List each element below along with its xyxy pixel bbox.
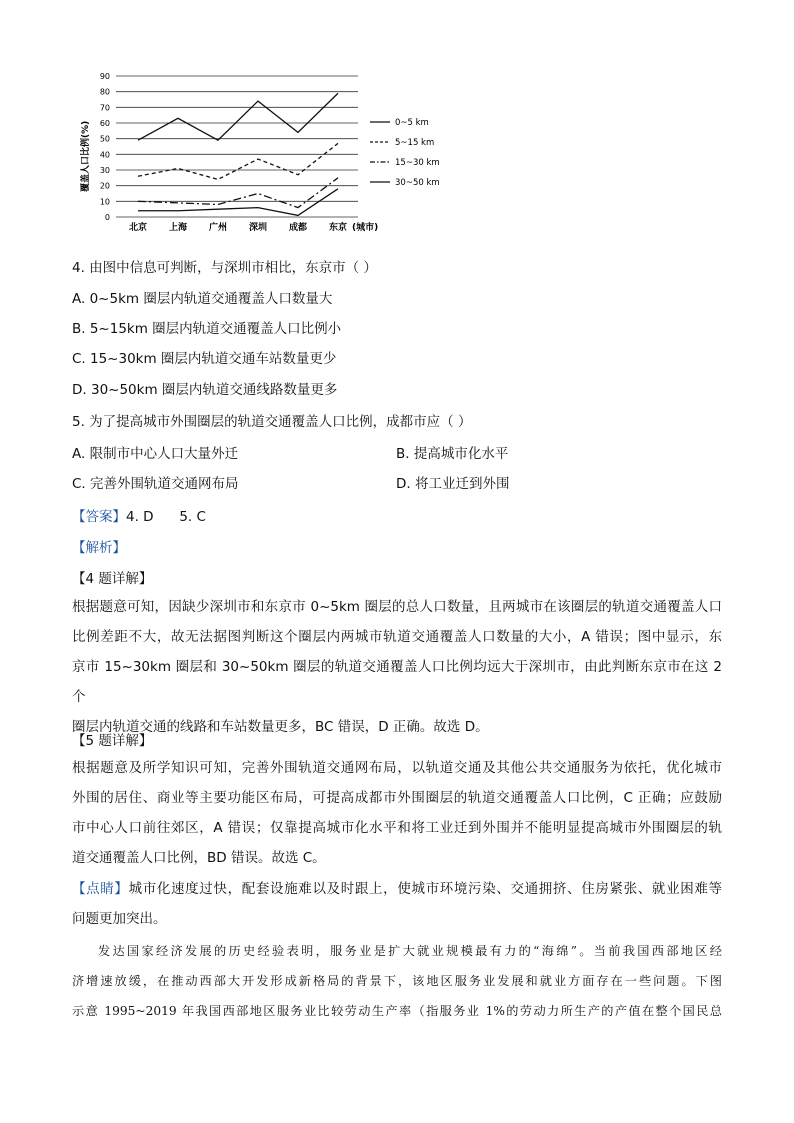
y-tick-label: 60 <box>99 119 110 128</box>
detail5-paragraph <box>72 753 722 873</box>
y-tick-label: 30 <box>99 166 110 175</box>
tip-paragraph <box>72 874 722 934</box>
y-tick-label: 10 <box>99 197 110 207</box>
y-tick-label: 20 <box>99 181 110 191</box>
q5-option-b: B. 提高城市化水平 <box>396 446 509 462</box>
legend-label: 5~15 km <box>395 138 435 148</box>
passage-line: 济增速放缓，在推动西部大开发形成新格局的背景下，该地区服务业发展和就业方面存在一些问题。下图 <box>72 974 722 988</box>
y-tick-label: 40 <box>99 150 110 160</box>
detail4-line: 京市 15~30km 圈层和 30~50km 圈层的轨道交通覆盖人口比例均远大于深圳市，由此判断东京市在这 2 个 <box>72 659 722 705</box>
detail5-line: 外围的居住、商业等主要功能区布局，可提高成都市外围圈层的轨道交通覆盖人口比例，C 正确；应鼓励 <box>72 790 722 806</box>
legend-label: 0~5 km <box>395 118 429 128</box>
detail4-line: 比例差距不大，故无法据图判断这个圈层内两城市轨道交通覆盖人口数量的大小，A 错误；图中显示，东 <box>72 629 722 645</box>
y-tick-labels <box>100 72 110 222</box>
q5-option-a: A. 限制市中心人口大量外迁 <box>72 446 239 462</box>
detail4-paragraph <box>72 592 722 742</box>
coverage-line-chart <box>72 62 452 242</box>
passage-line: 示意 1995~2019 年我国西部地区服务业比较劳动生产率（指服务业 1%的劳动力所生产的产值在整个国民总 <box>72 1004 722 1018</box>
analysis-label: 【解析】 <box>72 540 126 556</box>
series-line <box>138 178 338 208</box>
x-tick-labels <box>129 221 347 233</box>
detail5-line: 根据题意及所学知识可知，完善外围轨道交通网布局，以轨道交通及其他公共交通服务为依托，优化城市 <box>72 760 722 776</box>
detail4-label: 【4 题详解】 <box>72 571 153 587</box>
detail4-line: 根据题意可知，因缺少深圳市和东京市 0~5km 圈层的总人口数量，且两城市在该圈层的轨道交通覆盖人口 <box>72 599 722 615</box>
tip-line: 问题更加突出。 <box>72 911 167 927</box>
y-tick-label: 70 <box>99 103 110 113</box>
x-tick-label: 深圳 <box>248 223 268 233</box>
q4-option-d: D. 30~50km 圈层内轨道交通线路数量更多 <box>72 382 338 398</box>
y-axis-label: 覆盖人口比例(%) <box>81 120 91 192</box>
passage-paragraph <box>72 936 722 1026</box>
y-tick-label: 0 <box>104 213 110 222</box>
answer-text: 4. D 5. C <box>126 509 206 525</box>
y-tick-label: 80 <box>99 87 110 97</box>
chart-legend <box>370 118 440 188</box>
answer-line <box>72 505 206 525</box>
x-tick-label: 东京 <box>328 223 348 233</box>
legend-label: 15~30 km <box>395 158 440 168</box>
detail5-label: 【5 题详解】 <box>72 733 153 749</box>
q5-option-d: D. 将工业迁到外围 <box>396 476 510 492</box>
series-line <box>138 93 338 140</box>
detail5-line: 道交通覆盖人口比例，BD 错误。故选 C。 <box>72 850 326 866</box>
x-tick-label: 成都 <box>288 223 308 233</box>
q4-stem: 4. 由图中信息可判断，与深圳市相比，东京市（ ） <box>72 260 377 276</box>
passage-line: 发达国家经济发展的历史经验表明，服务业是扩大就业规模最有力的“海绵”。当前我国西部地区经 <box>98 944 722 958</box>
chart-gridlines <box>116 76 358 217</box>
q4-option-b: B. 5~15km 圈层内轨道交通覆盖人口比例小 <box>72 321 342 337</box>
y-tick-label: 50 <box>99 134 110 144</box>
legend-label: 30~50 km <box>395 178 440 188</box>
y-tick-label: 90 <box>99 72 110 81</box>
series-line <box>138 143 338 179</box>
q5-option-c: C. 完善外围轨道交通网布局 <box>72 476 239 492</box>
x-tick-label: 广州 <box>208 223 228 233</box>
x-tick-label: 上海 <box>168 223 188 233</box>
detail4-line: 圈层内轨道交通的线路和车站数量更多，BC 错误，D 正确。故选 D。 <box>72 719 489 735</box>
x-tick-label: 北京 <box>128 223 148 233</box>
q4-option-a: A. 0~5km 圈层内轨道交通覆盖人口数量大 <box>72 291 333 307</box>
tip-label: 【点睛】 <box>72 881 129 897</box>
answer-label: 【答案】 <box>72 509 126 525</box>
q5-stem: 5. 为了提高城市外围圈层的轨道交通覆盖人口比例，成都市应（ ） <box>72 414 472 430</box>
tip-line: 城市化速度过快，配套设施难以及时跟上，使城市环境污染、交通拥挤、住房紧张、就业困难等 <box>128 881 722 897</box>
detail5-line: 市中心人口前往郊区，A 错误；仅靠提高城市化水平和将工业迁到外围并不能明显提高城市外围圈层的轨 <box>72 820 722 836</box>
x-axis-unit-label: (城市) <box>352 223 379 233</box>
series-line <box>138 189 338 216</box>
q4-option-c: C. 15~30km 圈层内轨道交通车站数量更少 <box>72 351 337 367</box>
